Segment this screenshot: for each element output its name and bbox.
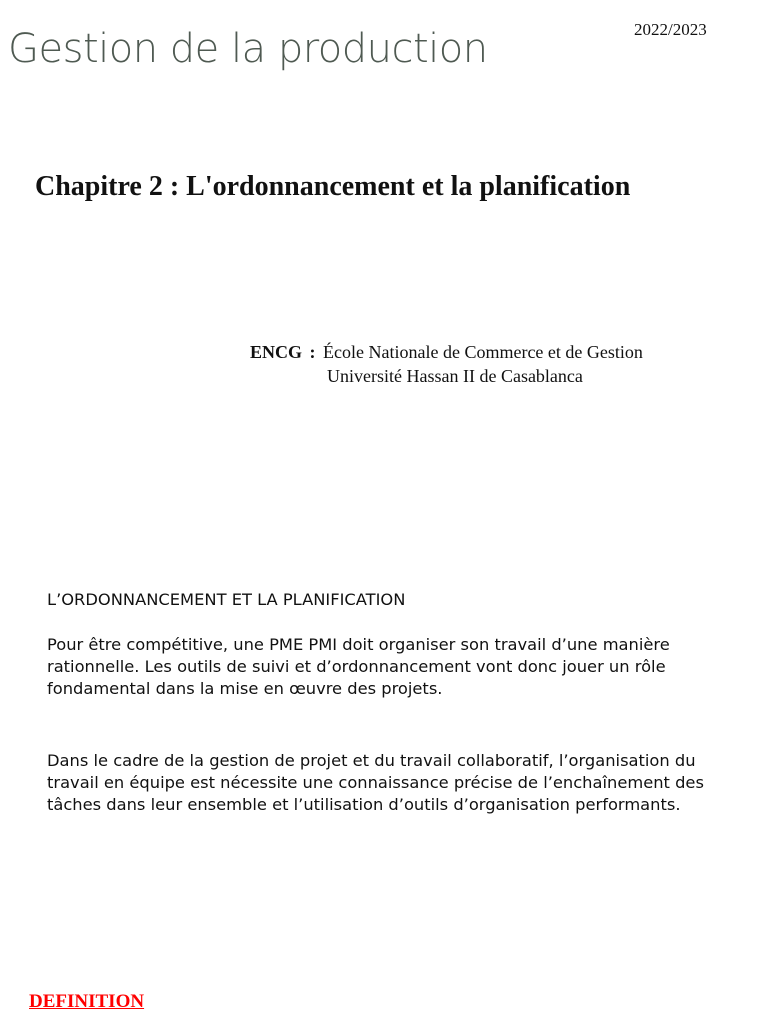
definition-heading: DEFINITION bbox=[29, 991, 145, 1012]
paragraph-intro: Pour être compétitive, une PME PMI doit organiser son travail d’une manière rationnelle. Les outils de suivi et d’ordonnancement vont donc jouer un rôle fondamental dans la mise en œuvre des projets. bbox=[47, 635, 670, 698]
school-abbreviation: ENCG bbox=[250, 342, 303, 362]
academic-year: 2022/2023 bbox=[634, 20, 707, 39]
affiliation-block bbox=[250, 340, 643, 388]
school-name: École Nationale de Commerce et de Gestion bbox=[323, 342, 643, 362]
course-title: Gestion de la production bbox=[8, 26, 488, 72]
affiliation-separator: : bbox=[309, 342, 316, 362]
chapter-title: Chapitre 2 : L'ordonnancement et la planification bbox=[35, 171, 631, 202]
section-heading: L’ORDONNANCEMENT ET LA PLANIFICATION bbox=[47, 590, 406, 609]
affiliation-line-1 bbox=[250, 340, 643, 364]
paragraph-context: Dans le cadre de la gestion de projet et du travail collaboratif, l’organisation du travail en équipe est nécessite une connaissance précise de l’enchaînement des tâches dans leur ensemble et l’utilisation d’outils d’organisation performants. bbox=[47, 751, 704, 814]
university-name: Université Hassan II de Casablanca bbox=[327, 366, 583, 386]
